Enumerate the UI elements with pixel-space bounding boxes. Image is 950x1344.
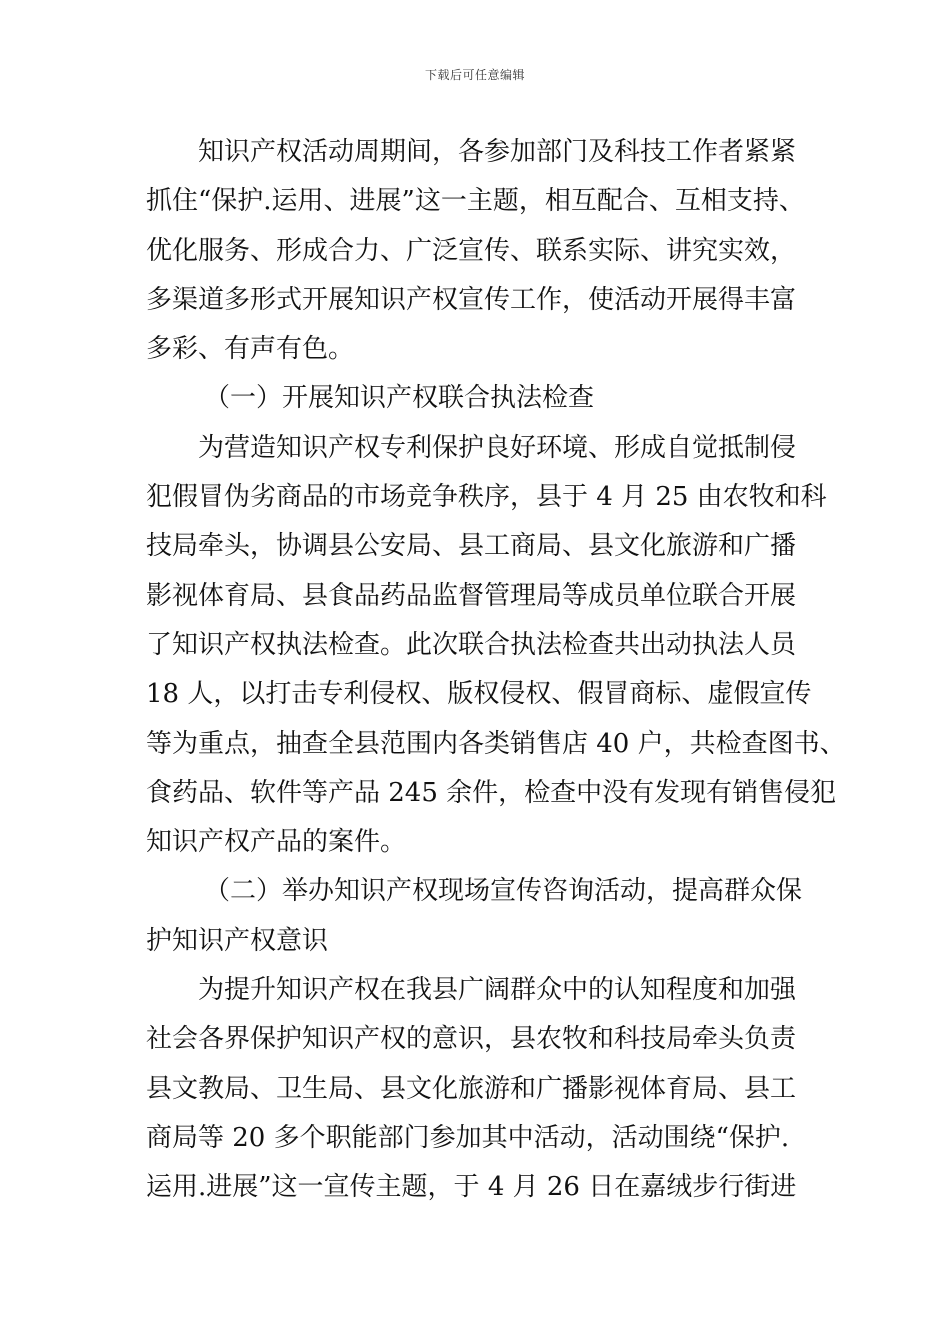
paragraph-line: 知识产权产品的案件。 [146, 827, 407, 858]
paragraph-line: 商局等 20 多个职能部门参加其中活动，活动围绕“保护. [146, 1122, 790, 1153]
paragraph-line: 技局牵头，协调县公安局、县工商局、县文化旅游和广播 [146, 531, 797, 562]
paragraph-line: 犯假冒伪劣商品的市场竞争秩序，县于 4 月 25 由农牧和科 [146, 482, 827, 513]
paragraph-line: 社会各界保护知识产权的意识，县农牧和科技局牵头负责 [146, 1024, 797, 1055]
paragraph-line: 为提升知识产权在我县广阔群众中的认知程度和加强 [198, 975, 797, 1006]
paragraph-line: 运用.进展”这一宣传主题，于 4 月 26 日在嘉绒步行街进 [146, 1172, 797, 1203]
paragraph-line: 了知识产权执法检查。此次联合执法检查共出动执法人员 [146, 629, 797, 660]
paragraph-line: 知识产权活动周期间，各参加部门及科技工作者紧紧 [198, 137, 797, 167]
document-body [146, 128, 846, 1213]
download-note: 下载后可任意编辑 [424, 68, 525, 82]
section-heading: （二）举办知识产权现场宣传咨询活动，提高群众保 [204, 876, 803, 907]
paragraph-line: 县文教局、卫生局、县文化旅游和广播影视体育局、县工 [146, 1073, 797, 1104]
paragraph-line: 影视体育局、县食品药品监督管理局等成员单位联合开展 [146, 580, 797, 611]
section-heading-continued: 护知识产权意识 [146, 925, 329, 956]
paragraph-line: 多彩、有声有色。 [146, 334, 355, 365]
paragraph-line: 为营造知识产权专利保护良好环境、形成自觉抵制侵 [198, 432, 797, 463]
paragraph-line: 18 人，以打击专利侵权、版权侵权、假冒商标、虚假宣传 [146, 679, 812, 710]
paragraph-line: 抓住“保护.运用、进展”这一主题，相互配合、互相支持、 [146, 186, 805, 217]
paragraph-line: 多渠道多形式开展知识产权宣传工作，使活动开展得丰富 [146, 284, 797, 315]
paragraph-line: 等为重点，抽查全县范围内各类销售店 40 户，共检查图书、 [146, 728, 846, 759]
paragraph-line: 食药品、软件等产品 245 余件，检查中没有发现有销售侵犯 [146, 777, 837, 808]
paragraph-line: 优化服务、形成合力、广泛宣传、联系实际、讲究实效， [146, 235, 797, 266]
section-heading: （一）开展知识产权联合执法检查 [204, 383, 595, 414]
